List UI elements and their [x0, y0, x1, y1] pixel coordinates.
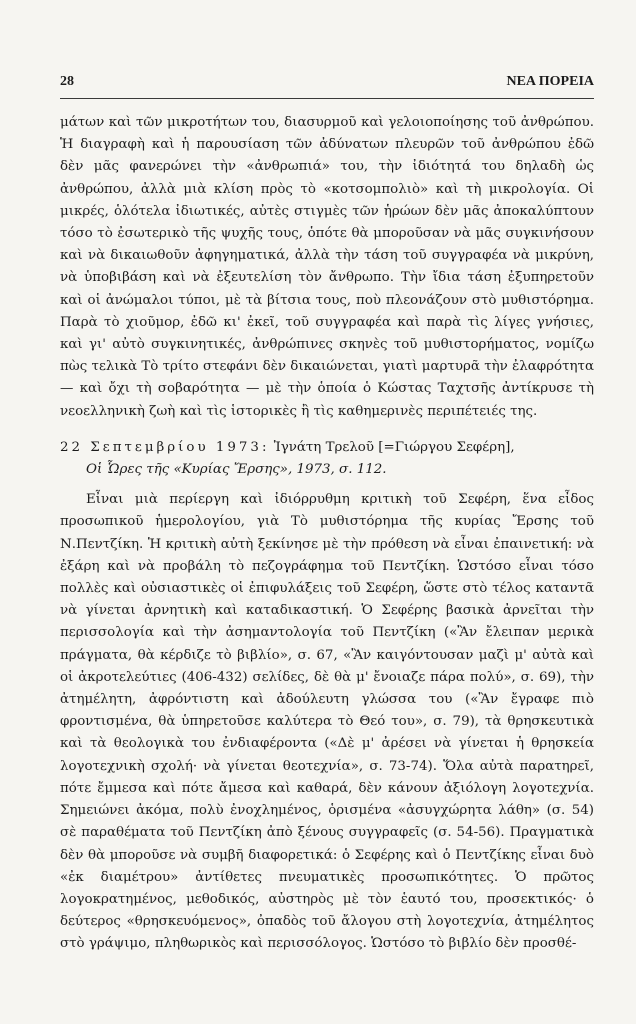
page-number: 28 [60, 74, 74, 89]
paragraph-continued: μάτων καὶ τῶν μικροτήτων του, διασυρμοῦ καὶ γελοιοποίησης τοῦ ἀνθρώπου. Ἡ διαγραφὴ καὶ ἡ παρουσίαση τῶν ἀδύνατων πλευρῶν τοῦ ἀνθρώπου ἐδῶ δὲν μᾶς φανερώνει τὴν «ἀνθρωπιά» του, τὴν ἰδιότητά του δηλαδὴ ὡς ἀνθρώπου, ἀλλὰ μιὰ κλίση πρὸς τὸ «κοτσομπολιὸ» καὶ τὴ μικρολογία. Οἱ μικρές, ὁλότελα ἰδιωτικές, αὐτὲς στιγμὲς τῶν ἡρώων δὲν μᾶς ἀποκαλύπτουν τόσο τὸ ἐσωτερικὸ τῆς ψυχῆς τους, ὁπότε θὰ μποροῦσαν νὰ μᾶς συγκινήσουν καὶ νὰ δικαιωθοῦν ἀφηγηματικά, ἀλλὰ τὴν τάση τοῦ συγγραφέα νὰ μικρύνη, νὰ ὑποβιβάση καὶ νὰ ἐξευτελίση τὸν ἄνθρωπο. Τὴν ἴδια τάση ἐξυπηρετοῦν καὶ οἱ ἀνώμαλοι τύποι, μὲ τὰ βίτσια τους, ποὺ πλεονάζουν στὸ μυθιστόρημα. Παρὰ τὸ χιοῦμορ, ἐδῶ κι' ἐκεῖ, τοῦ συγγραφέα καὶ παρὰ τὶς λίγες γνήσιες, καὶ γι' αὐτὸ συγκινητικές, ἀνθρώπινες σκηνὲς τοῦ μυθιστορήματος, νομίζω πὼς τελικὰ Τὸ τρίτο στεφάνι δὲν δικαιώνεται, γιατὶ μαρτυρᾶ τὴν ἐλαφρότητα — καὶ ὄχι τὴ σοβαρότητα — μὲ τὴν ὁποία ὁ Κώστας Ταχτσῆς ἀντίκρυσε τὴ νεοελληνικὴ ζωὴ καὶ τὶς ἱστορικὲς ἢ τὶς καθημερινὲς περιπέτειές της. [60, 115, 594, 419]
paragraph-review: Εἶναι μιὰ περίεργη καὶ ἰδιόρρυθμη κριτικὴ τοῦ Σεφέρη, ἕνα εἶδος προσωπικοῦ ἡμερολογίου, γιὰ Τὸ μυθιστόρημα τῆς κυρίας Ἔρσης τοῦ Ν.Πεντζίκη. Ἡ κριτικὴ αὐτὴ ξεκίνησε μὲ τὴν πρόθεση νὰ εἶναι ἐπαινετική: νὰ ἐξάρη καὶ νὰ προβάλη τὸ πεζογράφημα τοῦ Πεντζίκη. Ὡστόσο εἶναι τόσο πολλὲς καὶ οὐσιαστικὲς οἱ ἐπιφυλάξεις τοῦ Σεφέρη, ὥστε στὸ τέλος καταντᾶ νὰ γίνεται ἀρνητικὴ καὶ καταδικαστική. Ὁ Σεφέρης βασικὰ ἀρνεῖται τὴν περισσολογία καὶ τὴν ἀσημαντολογία τοῦ Πεντζίκη («Ἂν ἔλειπαν μερικὰ πράγματα, θὰ κέρδιζε τὸ βιβλίο», σ. 67, «Ἂν καιγόντουσαν μαζὶ μ' αὐτὰ καὶ οἱ ἀκροτελεύτιες (406-432) σελίδες, δὲ θὰ μ' ἔνοιαζε πάρα πολύ», σ. 69), τὴν ἀτημέλητη, ἀφρόντιστη καὶ ἀδούλευτη γλώσσα του («Ἂν ἔγραφε πιὸ φροντισμένα, θὰ ὑπηρετοῦσε καλύτερα τὸ Θεό του», σ. 79), τὰ θρησκευτικὰ καὶ τὰ θεολογικὰ του ἐνδιαφέροντα («Δὲ μ' ἀρέσει νὰ γίνεται ἡ θρησκεία λογοτεχνικὴ σχολή· νὰ γίνεται θεοτεχνία», σ. 73-74). Ὅλα αὐτὰ παρατηρεῖ, πότε ἔμμεσα καὶ πότε ἄμεσα καὶ καθαρά, δὲν κάνουν ἀξιόλογη λογοτεχνία. Σημειώνει ἀκόμα, πολὺ ἐνοχλημένος, ὁρισμένα «ἀσυγχώρητα λάθη» (σ. 54) σὲ παραθέματα τοῦ Πεντζίκη ἀπὸ ξένους συγγραφεῖς (σ. 54-56). Πραγματικὰ δὲν θὰ μποροῦσε νὰ συμβῆ διαφορετικά: ὁ Σεφέρης καὶ ὁ Πεντζίκης εἶναι δυὸ «ἐκ διαμέτρου» ἀντίθετες πνευματικὲς προσωπικότητες. Ὁ πρῶτος λογοκρατημένος, μεθοδικός, αὐστηρὸς μὲ τὸν ἑαυτό του, προσεκτικός· ὁ δεύτερος «θρησκευόμενος», ὀπαδὸς τοῦ ἄλογου στὴ λογοτεχνία, ἀτημέλητος στὸ γράψιμο, πληθωρικὸς καὶ περισσόλογος. Ὡστόσο τὸ βιβλίο δὲν προσθέ- [60, 492, 594, 952]
page-header [60, 74, 594, 90]
entry-source: Οἱ Ὧρες τῆς «Κυρίας Ἔρσης», 1973, σ. 112. [86, 462, 387, 478]
entry-author: Ἰγνάτη Τρελοῦ [=Γιώργου Σεφέρη], [273, 439, 515, 455]
header-rule [60, 98, 594, 99]
page-body [60, 112, 594, 956]
bibliography-entry [60, 437, 594, 481]
running-title: ΝΕΑ ΠΟΡΕΙΑ [506, 74, 594, 89]
entry-date: 22 Σεπτεμβρίου 1973: [60, 439, 270, 455]
